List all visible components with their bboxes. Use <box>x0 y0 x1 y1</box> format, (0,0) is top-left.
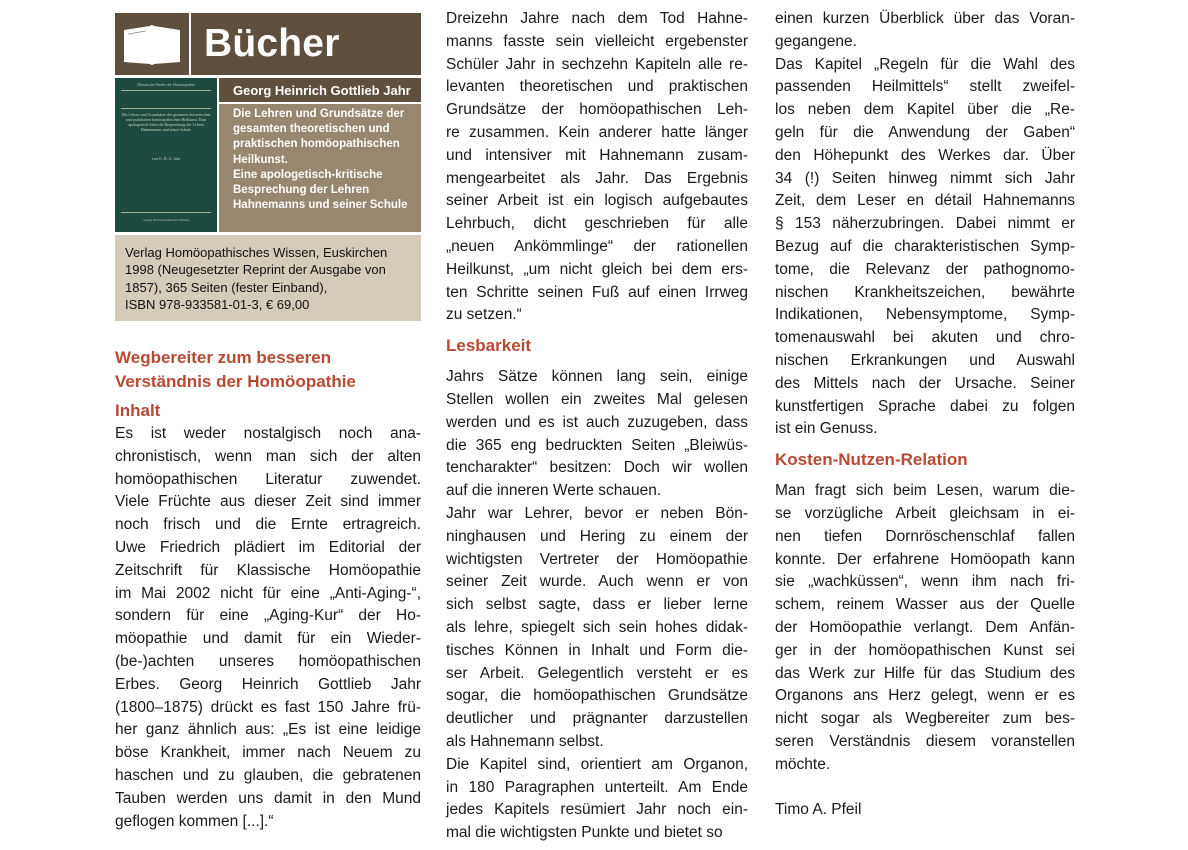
text-line: in 180 Paragraphen unterteilt. Am Ende <box>446 778 748 796</box>
publisher-line: 1857), 365 Seiten (fester Einband), <box>125 279 328 295</box>
publisher-line: 1998 (Neugesetzter Reprint der Ausgabe von <box>125 262 386 278</box>
text-line: se vorzügliche Arbeit gleichsam in ei- <box>775 504 1075 522</box>
text-line: konnte. Der erfahrene Homöopath kann <box>775 550 1075 568</box>
text-line: Grundsätze der homöopathischen Leh- <box>446 101 748 119</box>
text-line: Tauben werden uns damit in den Mund <box>115 789 421 807</box>
text-line: im Mai 2002 nicht für eine „Anti-Aging-“, <box>115 584 421 602</box>
text-line: (1800–1875) drückt es fast 150 Jahre frü- <box>115 698 421 716</box>
text-line: haschen und zu glauben, die gebratenen <box>115 766 421 784</box>
text-line: und intensiver mit Hahnemann zusam- <box>446 146 748 164</box>
text-line: Jahr war Lehrer, bevor er neben Bön- <box>446 504 748 522</box>
section-title-box <box>191 13 421 75</box>
column-3 <box>775 8 1075 821</box>
rubric-line: Verständnis der Homöopathie <box>115 372 356 391</box>
text-line: werden und es ist auch zuzugeben, dass <box>446 413 748 431</box>
text-line: geln für die Anwendung der Gaben“ <box>775 123 1075 141</box>
text-line: sich selbst sagte, dass er lieber lerne <box>446 596 748 614</box>
text-line: chronistisch, wenn man sich der alten <box>115 447 421 465</box>
publisher-info <box>115 235 421 321</box>
text-line: geflogen kommen [...].“ <box>115 812 274 830</box>
text-line: Uwe Friedrich plädiert im Editorial der <box>115 538 421 556</box>
heading-lesbarkeit: Lesbarkeit <box>446 336 532 356</box>
text-line: der Homöopathie verlangt. Dem Anfän- <box>775 618 1075 636</box>
text-line: re zusammen. Kein anderer hatte länger <box>446 123 748 141</box>
text-line: seiner Zeit wurde. Auch wenn er von <box>446 573 748 591</box>
text-line: sondern für eine „Aging-Kur“ der Ho- <box>115 607 421 625</box>
text-line: Organons ans Herz gelegt, wenn er es <box>775 687 1075 705</box>
section-title: Bücher <box>204 22 340 65</box>
text-line: Heilkunst, „um nicht gleich bei dem ers- <box>446 260 748 278</box>
text-line: ten Schritte seinen Fuß auf einen Irrweg <box>446 283 748 301</box>
body-paragraph <box>446 8 748 327</box>
text-line: Jahrs Sätze können lang sein, einige <box>446 368 748 386</box>
text-line: levanten theoretischen und praktischen <box>446 78 748 96</box>
text-line: mengearbeitet als Jahr. Das Ergebnis <box>446 169 748 187</box>
text-line: Die Kapitel sind, orientiert am Organon, <box>446 755 748 773</box>
text-line: 34 (!) Seiten hinweg nimmt sich Jahr <box>775 169 1075 187</box>
book-title-line: gesamten theoretischen und <box>233 123 390 136</box>
cover-rule <box>121 90 211 91</box>
text-line: gegangene. <box>775 32 857 50</box>
text-line: böse Krankheit, immer nach Neuem zu <box>115 744 421 762</box>
book-cover-image <box>115 78 217 232</box>
text-line: Das Kapitel „Regeln für die Wahl des <box>775 55 1075 73</box>
text-line: sie „wachküssen“, wenn ihm nach fri- <box>775 573 1075 591</box>
text-line: Lehrbuch, dicht geschrieben für alle <box>446 215 748 233</box>
text-line: Indikationen, Nebensymptome, Symp- <box>775 306 1075 324</box>
text-line: sogar, die homöopathischen Grundsätze <box>446 687 748 705</box>
heading-kosten-nutzen: Kosten-Nutzen-Relation <box>775 450 968 470</box>
text-line: manns fasste sein vielleicht ergebenster <box>446 32 748 50</box>
text-line: deutlicher und prägnanter darzustellen <box>446 710 748 728</box>
text-line: auf die inneren Werte schauen. <box>446 482 662 500</box>
publisher-line: Verlag Homöopathisches Wissen, Euskirchen <box>125 245 388 260</box>
body-paragraph <box>446 366 748 503</box>
text-line: tencharakter“ besitzen: Doch wir wollen <box>446 459 748 477</box>
text-line: tisches Können in Inhalt und Form die- <box>446 641 748 659</box>
text-line: schem, reinem Wasser aus der Quelle <box>775 596 1075 614</box>
heading-inhalt: Inhalt <box>115 401 161 420</box>
text-line: Bezug auf die charakteristischen Symp- <box>775 237 1075 255</box>
text-line: § 153 näherzubringen. Dabei nimmt er <box>775 215 1075 233</box>
text-line: zu setzen.“ <box>446 306 522 324</box>
text-line: homöopathischen Literatur zuwendet. <box>115 470 421 488</box>
book-title-line: Eine apologetisch-kritische <box>233 168 383 181</box>
cover-author: von G. H. G. Jahr <box>151 156 181 161</box>
body-paragraph <box>775 8 1075 54</box>
text-line: ser Arbeit. Gelegentlich versteht er es <box>446 664 748 682</box>
text-line: ninghausen und Hering zu einem der <box>446 527 748 545</box>
cover-title: Die Lehren und Grundsätze der gesamten theoretischen und praktischen homöopathischen Heilkunst. Eine apologetisch-kritische Besprechung der Lehren Hahnemanns und seiner Schule <box>121 112 211 132</box>
text-line: los neben dem Kapitel über die „Re- <box>775 101 1075 119</box>
author-signature: Timo A. Pfeil <box>775 800 862 818</box>
text-line: her ganz ähnlich aus: „Es ist eine leidige <box>115 721 421 739</box>
body-paragraph <box>446 754 748 845</box>
text-line: jedes Kapitels resümiert Jahr noch ein- <box>446 801 748 819</box>
book-info-row <box>115 78 421 232</box>
text-line: mal die wichtigsten Punkte und bietet so <box>446 824 723 842</box>
book-title-line: Besprechung der Lehren <box>233 184 370 197</box>
body-paragraph <box>775 54 1075 442</box>
text-line: tome, die Relevanz der pathognomo- <box>775 260 1075 278</box>
text-line: den Höhepunkt des Werkes dar. Über <box>775 146 1075 164</box>
cover-series: Klassische Werke der Homöopathie <box>137 82 195 87</box>
text-line: Viele Früchte aus dieser Zeit sind immer <box>115 493 421 511</box>
cover-rule <box>121 212 211 213</box>
text-line: kunstfertigen Sprache dabei zu folgen <box>775 397 1075 415</box>
section-header <box>115 13 421 75</box>
book-title <box>219 104 421 232</box>
text-line: seren Verständnis diesem voranstellen <box>775 732 1075 750</box>
text-line: nicht sogar als Wegbereiter zum bes- <box>775 710 1075 728</box>
text-line: als Hahnemann selbst. <box>446 732 604 750</box>
publisher-line: ISBN 978-933581-01-3, € 69,00 <box>125 296 310 312</box>
text-line: Man fragt sich beim Lesen, warum die- <box>775 482 1075 500</box>
book-author: Georg Heinrich Gottlieb Jahr <box>219 78 421 102</box>
text-line: noch frisch und die Ernte ertragreich. <box>115 516 421 534</box>
text-line: „neuen Ankömmlinge“ der rationellen <box>446 237 748 255</box>
text-line: Stellen wollen ein zweites Mal gelesen <box>446 390 748 408</box>
text-line: Zeitschrift für Klassische Homöopathie <box>115 561 421 579</box>
book-title-line: Hahnemanns und seiner Schule <box>233 199 408 212</box>
column-2 <box>446 8 748 845</box>
book-title-line: praktischen homöopathischen <box>233 138 400 151</box>
text-line: das Werk zur Hilfe für das Studium des <box>775 664 1075 682</box>
rubric-line: Wegbereiter zum besseren <box>115 348 332 367</box>
text-line: nischen Erkrankungen und Auswahl <box>775 351 1075 369</box>
text-line: Schüler Jahr in sechzehn Kapiteln alle re- <box>446 55 748 73</box>
book-details <box>219 78 421 232</box>
text-line: Erbes. Georg Heinrich Gottlieb Jahr <box>115 675 421 693</box>
text-line: Es ist weder nostalgisch noch ana- <box>115 425 421 442</box>
body-paragraph <box>446 503 748 754</box>
cover-rule <box>121 108 211 109</box>
text-line: die 365 eng bedruckten Seiten „Bleiwüs- <box>446 436 748 454</box>
column-1 <box>115 0 421 833</box>
text-line: Zeit, dem Leser en détail Hahnemanns <box>775 192 1075 210</box>
text-line: nen tiefen Dornröschenschlaf fallen <box>775 527 1075 545</box>
article-rubric <box>115 346 421 394</box>
open-book-icon <box>115 13 189 75</box>
body-paragraph <box>775 480 1075 776</box>
body-paragraph <box>115 423 421 833</box>
text-line: ger in der homöopathischen Kunst sei <box>775 641 1075 659</box>
text-line: wichtigsten Vertreter der Homöopathie <box>446 550 748 568</box>
text-line: möopathie und damit für ein Wieder- <box>115 630 421 648</box>
text-line: nischen Krankheitszeichen, bewährte <box>775 283 1075 301</box>
text-line: (be-)achten unseres homöopathischen <box>115 652 421 670</box>
text-line: einen kurzen Überblick über das Voran- <box>775 10 1075 27</box>
cover-publisher: Verlag Homöopathisches Wissen <box>142 218 190 222</box>
text-line: seiner Arbeit ist ein logisch aufgebautes <box>446 192 748 210</box>
text-line: Dreizehn Jahre nach dem Tod Hahne- <box>446 10 748 27</box>
book-title-line: Heilkunst. <box>233 153 288 166</box>
text-line: passenden Heilmittels“ stellt zweifel- <box>775 78 1075 96</box>
text-line: ist ein Genuss. <box>775 420 878 438</box>
book-title-line: Die Lehren und Grundsätze der <box>233 108 405 120</box>
text-line: als lehre, spiegelt sich sein hohes didak- <box>446 618 748 636</box>
text-line: tomenauswahl bei akuten und chro- <box>775 329 1075 347</box>
text-line: möchte. <box>775 755 831 773</box>
text-line: des Mittels nach der Ursache. Seiner <box>775 374 1075 392</box>
